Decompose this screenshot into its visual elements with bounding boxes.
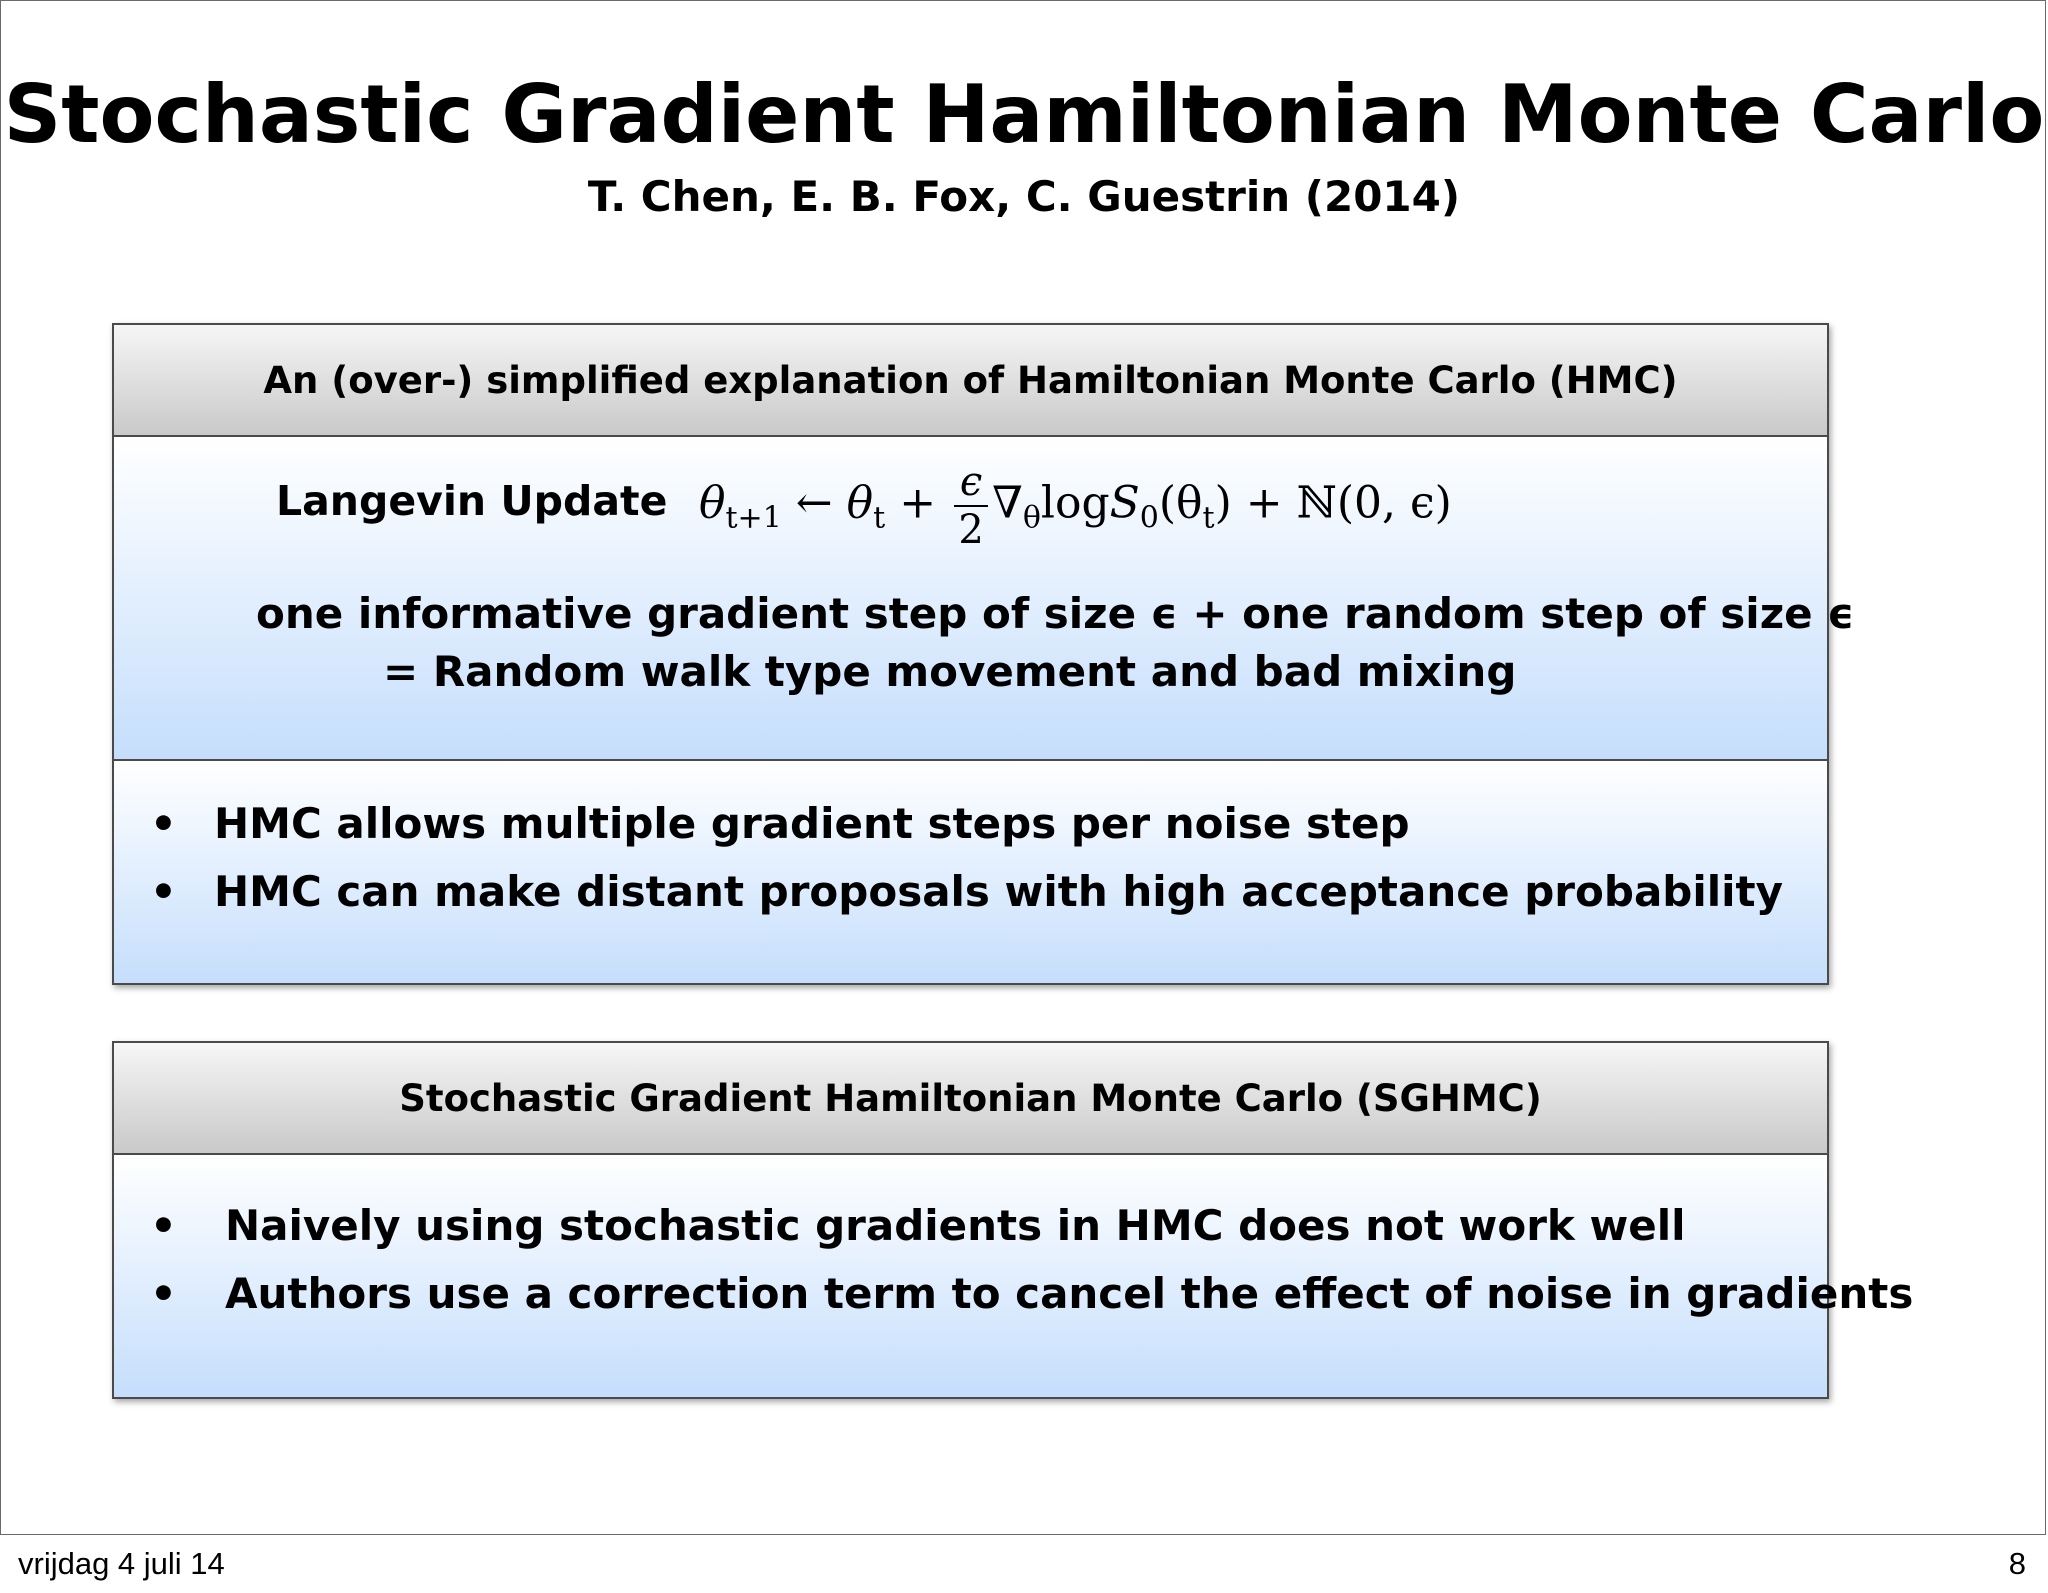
eq-S: S [1109,477,1140,529]
eq-theta-sub: t [873,500,886,536]
list-item [150,1269,1914,1318]
eq-frac-num: ϵ [959,459,983,505]
eq-theta: θ [846,477,874,529]
langevin-panel [114,437,1855,761]
slide-title: Stochastic Gradient Hamiltonian Monte Carlo [3,68,2045,161]
eq-fraction [954,459,988,553]
eq-arg-sub: t [1202,500,1215,536]
langevin-label: Langevin Update [276,477,668,525]
bullet-text: HMC can make distant proposals with high acceptance probability [214,867,1783,916]
langevin-equation [699,459,1452,553]
eq-log: log [1040,477,1110,529]
sghmc-box [112,1041,1914,1399]
eq-nabla: ∇ [992,477,1023,529]
bullet-icon: • [150,799,177,848]
eq-theta-lhs-sub: t+1 [725,500,782,536]
bullet-text: Naively using stochastic gradients in HMC does not work well [225,1201,1686,1250]
hmc-box-header: An (over-) simplified explanation of Hamiltonian Monte Carlo (HMC) [114,325,1827,437]
eq-arg-open: (θ [1158,477,1203,529]
explanation-line-1: one informative gradient step of size ϵ + one random step of size ϵ [256,589,1855,638]
bullet-text: HMC allows multiple gradient steps per noise step [214,799,1410,848]
bullet-icon: • [150,1201,177,1250]
eq-arrow: ← [795,477,833,529]
bullet-icon: • [150,1269,177,1318]
eq-S-sub: 0 [1139,500,1159,536]
bullet-text: Authors use a correction term to cancel the effect of noise in gradients [225,1269,1914,1318]
bullet-icon: • [150,867,177,916]
eq-nabla-sub: θ [1022,500,1041,536]
eq-theta-lhs: θ [699,477,726,529]
explanation-line-2: = Random walk type movement and bad mixing [383,647,1517,696]
eq-plus: + [899,477,937,529]
slide-subtitle: T. Chen, E. B. Fox, C. Guestrin (2014) [587,172,1461,221]
page-number: 8 [2008,1546,2026,1581]
list-item [150,1201,1686,1250]
eq-frac-den: 2 [958,507,984,553]
hmc-bullets-panel [114,761,1827,983]
eq-arg-close: ) [1214,477,1232,529]
list-item [150,867,1783,916]
sghmc-bullets-panel [114,1155,1914,1397]
list-item [150,799,1410,848]
eq-noise: + ℕ(0, ϵ) [1245,477,1452,529]
sghmc-box-header: Stochastic Gradient Hamiltonian Monte Carlo (SGHMC) [114,1043,1827,1155]
hmc-box [112,323,1855,985]
footer-date: vrijdag 4 juli 14 [18,1546,225,1581]
